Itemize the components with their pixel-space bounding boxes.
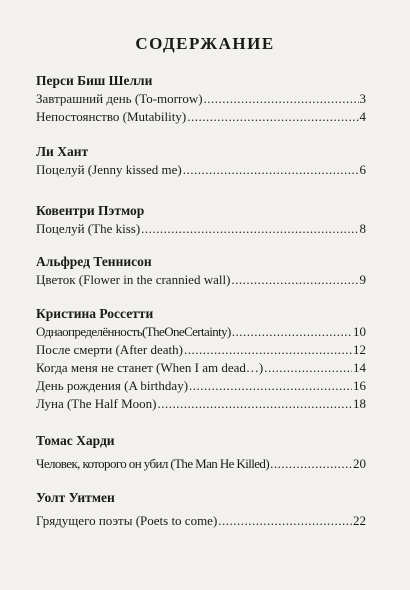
section-hardy [36,432,366,473]
page-number: 14 [353,360,366,375]
toc-entry[interactable] [36,220,366,238]
dot-leader [184,341,352,359]
entry-title: Цветок (Flower in the crannied wall) [36,272,231,287]
dot-leader [141,220,358,238]
section-patmore [36,202,366,238]
page-number: 22 [353,513,366,528]
dot-leader [189,377,352,395]
toc-entry[interactable] [36,108,366,126]
entry-title: Однаопределённость(TheOneCertainty) [36,324,231,339]
page-number: 12 [353,342,366,357]
dot-leader [231,271,358,289]
author-name: Томас Харди [36,433,115,448]
author-name: Кристина Россетти [36,306,154,321]
toc-entry[interactable] [36,90,366,108]
toc-entry[interactable] [36,341,366,359]
author-name: Ли Хант [36,144,89,159]
entry-title: После смерти (After death) [36,342,183,357]
page-number: 4 [359,109,366,124]
entry-title: Грядущего поэты (Poets to come) [36,513,218,528]
dot-leader [204,90,359,108]
toc-entry[interactable] [36,512,366,530]
page-number: 10 [353,324,366,339]
page-number: 8 [359,221,366,236]
section-tennyson [36,253,366,289]
toc-entry[interactable] [36,395,366,413]
dot-leader [183,161,359,179]
entry-title: День рождения (A birthday) [36,378,189,393]
toc-entry[interactable] [36,455,366,473]
dot-leader [270,455,352,473]
author-name: Уолт Уитмен [36,490,115,505]
entry-title: Завтрашний день (To-morrow) [36,91,203,106]
entry-title: Когда меня не станет (When I am dead…) [36,360,264,375]
page-number: 18 [353,396,366,411]
toc-entry[interactable] [36,377,366,395]
author-name: Альфред Теннисон [36,254,152,269]
page-number: 9 [359,272,366,287]
toc-entry[interactable] [36,161,366,179]
toc-entry[interactable] [36,323,366,341]
section-rossetti [36,305,366,413]
page-number: 20 [353,456,366,471]
dot-leader [264,359,352,377]
dot-leader [187,108,358,126]
section-whitman [36,489,366,530]
page-number: 3 [359,91,366,106]
dot-leader [218,512,352,530]
entry-title: Непостоянство (Mutability) [36,109,187,124]
author-name: Ковентри Пэтмор [36,203,145,218]
dot-leader [158,395,353,413]
entry-title: Поцелуй (The kiss) [36,221,141,236]
section-shelley [36,72,366,126]
author-name: Перси Биш Шелли [36,73,153,88]
page-title: СОДЕРЖАНИЕ [135,34,275,53]
toc-entry[interactable] [36,271,366,289]
dot-leader [232,323,352,341]
page-number: 16 [353,378,366,393]
entry-title: Человек, которого он убил (The Man He Killed) [36,456,270,471]
entry-title: Луна (The Half Moon) [36,396,157,411]
page-number: 6 [359,162,366,177]
entry-title: Поцелуй (Jenny kissed me) [36,162,182,177]
section-hunt [36,143,366,179]
toc-entry[interactable] [36,359,366,377]
